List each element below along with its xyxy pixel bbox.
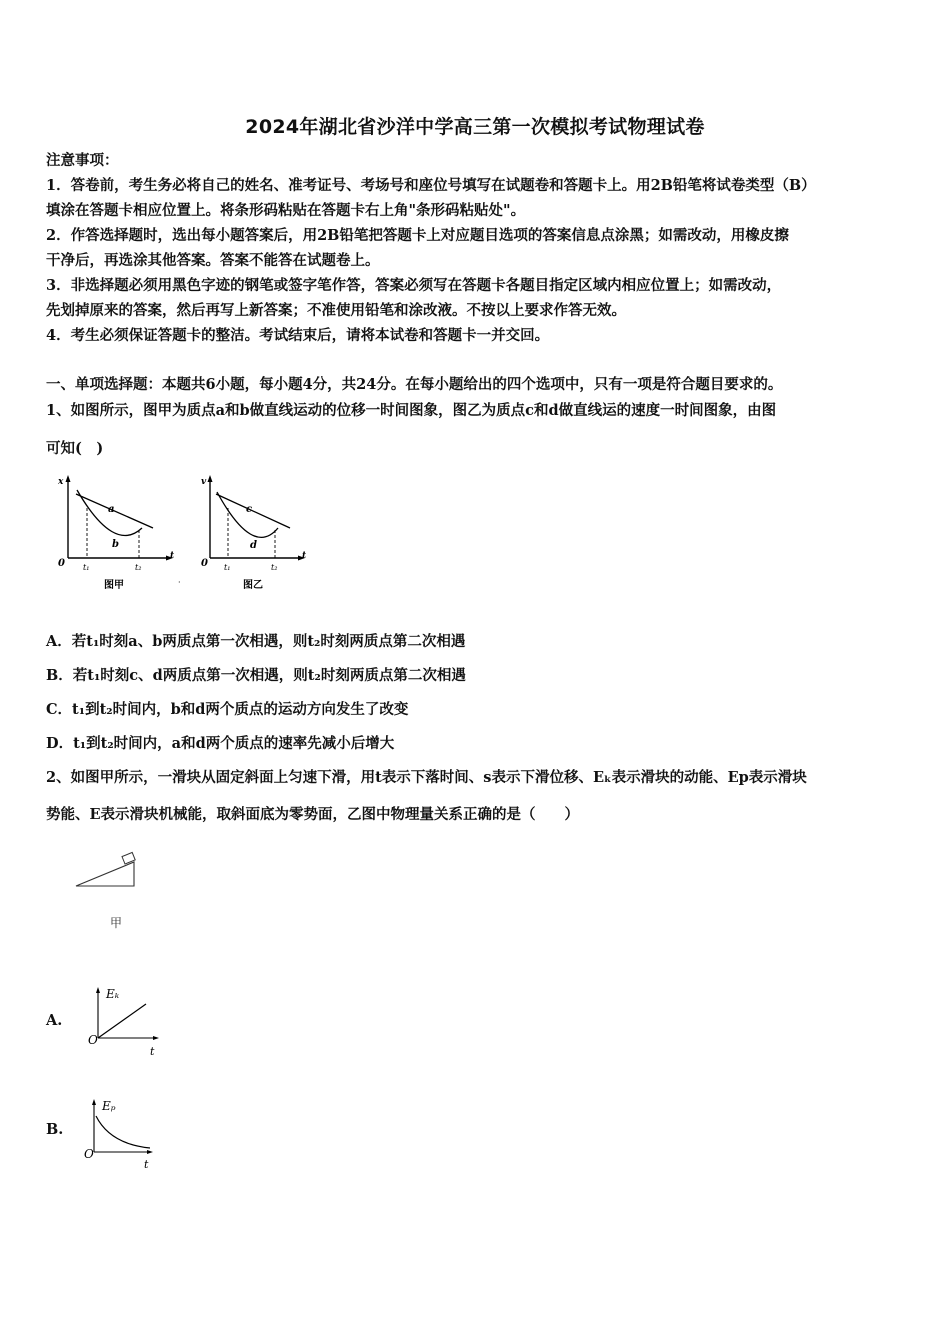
separator-dot: · — [178, 578, 181, 587]
figure-yi — [201, 475, 307, 591]
figure-yi-caption: 图乙 — [243, 580, 263, 591]
t2-label: t₂ — [135, 563, 142, 572]
notice-line: 3．非选择题必须用黑色字迹的钢笔或签字笔作答，答案必须写在答题卡各题目指定区域内相应位置上；如需改动， — [46, 277, 782, 294]
figure-jia-caption: 图甲 — [104, 580, 124, 591]
ek-line — [98, 1004, 146, 1038]
notice-line: 4．考生必须保证答题卡的整洁。考试结束后，请将本试卷和答题卡一并交回。 — [46, 327, 550, 344]
curve-a-line — [76, 494, 153, 528]
q2-option-b-graph[interactable] — [78, 1092, 163, 1172]
question-2-stem: 2、如图甲所示，一滑块从固定斜面上匀速下滑，用t表示下落时间、s表示下滑位移、Eₖ表示滑块的动能、Ep表示滑块 — [46, 769, 807, 786]
curve-a-label: a — [108, 504, 115, 515]
notice-line: 干净后，再选涂其他答案。答案不能答在试题卷上。 — [46, 252, 380, 269]
curve-c-label: c — [246, 504, 253, 515]
q1-option-c[interactable]: C．t₁到t₂时间内，b和d两个质点的运动方向发生了改变 — [46, 701, 409, 718]
axis-label-t: t — [150, 1045, 155, 1058]
q1-option-d[interactable]: D．t₁到t₂时间内，a和d两个质点的速率先减小后增大 — [46, 735, 395, 752]
question-1-stem-cont: 可知( ) — [46, 440, 104, 457]
q2-incline-figure — [70, 848, 160, 938]
notice-line: 1．答卷前，考生务必将自己的姓名、准考证号、考场号和座位号填写在试题卷和答题卡上。用2B铅笔将试卷类型（B） — [46, 177, 816, 194]
figure-caption-jia: 甲 — [110, 916, 123, 930]
origin-label: O — [88, 1033, 98, 1047]
origin-label: 0 — [201, 558, 208, 569]
ep-graph-svg — [78, 1092, 163, 1172]
t1-label: t₁ — [224, 563, 231, 572]
ep-curve — [96, 1116, 150, 1148]
axis-label-t: t — [170, 551, 175, 561]
q1-option-b[interactable]: B．若t₁时刻c、d两质点第一次相遇，则t₂时刻两质点第二次相遇 — [46, 667, 466, 684]
ek-graph-svg — [82, 982, 167, 1062]
incline-triangle — [76, 862, 134, 886]
incline-svg — [70, 848, 160, 938]
t2-label: t₂ — [271, 563, 278, 572]
q2-option-b-label[interactable]: B. — [46, 1121, 64, 1138]
q1-figures — [46, 472, 316, 602]
q2-option-a-graph[interactable] — [82, 982, 167, 1062]
q1-option-a[interactable]: A．若t₁时刻a、b两质点第一次相遇，则t₂时刻两质点第二次相遇 — [46, 633, 466, 650]
axis-label-ek: Eₖ — [106, 987, 120, 1001]
curve-b-label: b — [112, 539, 119, 550]
curve-c-line — [216, 494, 290, 528]
q2-option-a-label[interactable]: A. — [46, 1012, 63, 1029]
axis-label-ep: Eₚ — [102, 1099, 116, 1113]
curve-d-label: d — [250, 540, 257, 551]
q1-figure-svg — [46, 472, 316, 602]
axis-label-v: v — [201, 477, 207, 487]
axis-label-t: t — [302, 551, 307, 561]
page-title: 2024年湖北省沙洋中学高三第一次模拟考试物理试卷 — [245, 116, 705, 138]
notice-heading: 注意事项： — [46, 152, 119, 169]
notice-line: 先划掉原来的答案，然后再写上新答案；不准使用铅笔和涂改液。不按以上要求作答无效。 — [46, 302, 626, 319]
question-2-stem-cont: 势能、E表示滑块机械能，取斜面底为零势面，乙图中物理量关系正确的是（ ） — [46, 806, 580, 823]
origin-label: O — [84, 1147, 94, 1161]
figure-jia — [57, 475, 175, 591]
axis-label-t: t — [144, 1158, 149, 1171]
notice-line: 填涂在答题卡相应位置上。将条形码粘贴在答题卡右上角"条形码粘贴处"。 — [46, 202, 526, 219]
origin-label: 0 — [58, 558, 65, 569]
t1-label: t₁ — [83, 563, 90, 572]
axis-label-x: x — [58, 477, 64, 487]
question-1-stem: 1、如图所示，图甲为质点a和b做直线运动的位移一时间图象，图乙为质点c和d做直线运的速度一时间图象，由图 — [46, 402, 777, 419]
section-heading: 一、单项选择题：本题共6小题，每小题4分，共24分。在每小题给出的四个选项中，只有一项是符合题目要求的。 — [46, 376, 783, 393]
notice-line: 2．作答选择题时，选出每小题答案后，用2B铅笔把答题卡上对应题目选项的答案信息点涂黑；如需改动，用橡皮擦 — [46, 227, 789, 244]
